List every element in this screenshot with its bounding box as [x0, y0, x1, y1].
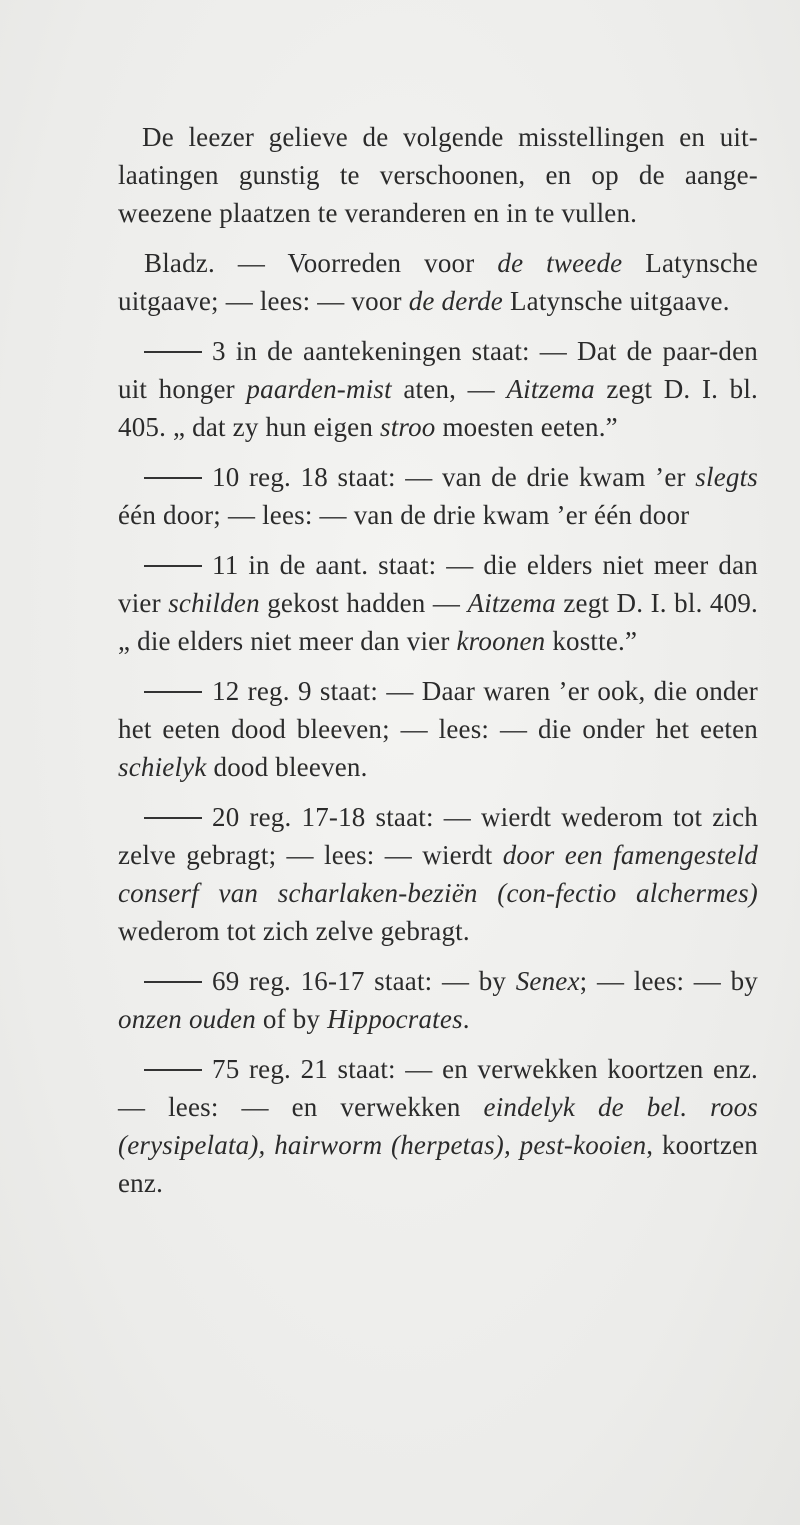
italic-text: Senex	[515, 966, 580, 996]
entry-text: .	[462, 1004, 470, 1034]
italic-text: de derde	[408, 286, 503, 316]
entry-text: kostte.”	[545, 626, 638, 656]
errata-entry	[118, 672, 758, 786]
entry-text: 12 reg. 9 staat: — Daar waren ’er ook, die onder het eeten dood bleeven; — lees: — die onder het eeten	[118, 676, 758, 744]
entry-text: Bladz. — Voorreden voor	[144, 248, 498, 278]
italic-text: schilden	[168, 588, 260, 618]
entry-text: 3 in de aantekeningen staat: — Dat de paar-den uit honger	[118, 336, 758, 404]
italic-text: kroonen	[456, 626, 546, 656]
ditto-dash	[144, 691, 202, 693]
ditto-dash	[144, 817, 202, 819]
errata-list	[118, 244, 758, 1202]
entry-text: één door; — lees: — van de drie kwam ’er één door	[118, 500, 690, 530]
errata-entry	[118, 798, 758, 950]
entry-text: dood bleeven.	[206, 752, 368, 782]
ditto-dash	[144, 981, 202, 983]
italic-text: eindelyk de bel. roos (erysipelata), hairworm (herpetas), pest-kooien	[118, 1092, 758, 1160]
italic-text: onzen ouden	[118, 1004, 256, 1034]
entry-text: zegt D. I. bl. 409. „ die elders niet meer dan vier	[118, 588, 758, 656]
entry-text: 75 reg. 21 staat: — en verwekken koortzen enz. — lees: — en verwekken	[118, 1054, 758, 1122]
italic-text: schielyk	[118, 752, 207, 782]
errata-entry	[118, 332, 758, 446]
ditto-dash	[144, 565, 202, 567]
errata-entry	[118, 458, 758, 534]
entry-text: aten, —	[391, 374, 507, 404]
errata-entry	[118, 962, 758, 1038]
entry-text: 20 reg. 17-18 staat: — wierdt wederom tot zich zelve gebragt; — lees: — wierdt	[118, 802, 758, 870]
intro-text: De leezer gelieve de volgende misstellingen en uit-laatingen gunstig te verschoonen, en op de aange-weezene plaatzen te veranderen en in te vullen.	[118, 122, 758, 228]
italic-text: paarden-mist	[246, 374, 392, 404]
errata-entry	[118, 1050, 758, 1202]
italic-text: door een famengesteld conserf van scharlaken-beziën (con-fectio alchermes)	[118, 840, 758, 908]
italic-text: de tweede	[497, 248, 623, 278]
entry-text: wederom tot zich zelve gebragt.	[118, 916, 470, 946]
entry-text: moesten eeten.”	[435, 412, 618, 442]
entry-text: 10 reg. 18 staat: — van de drie kwam ’er	[212, 462, 696, 492]
entry-text: , koortzen enz.	[118, 1130, 759, 1198]
entry-text: Latynsche uitgaave.	[503, 286, 730, 316]
italic-text: slegts	[695, 462, 758, 492]
italic-text: Hippocrates	[327, 1004, 463, 1034]
errata-text	[118, 118, 758, 1214]
ditto-dash	[144, 1069, 202, 1071]
italic-text: stroo	[379, 412, 436, 442]
entry-text: 69 reg. 16-17 staat: — by	[212, 966, 516, 996]
italic-text: Aitzema	[467, 588, 556, 618]
intro-paragraph	[118, 118, 758, 232]
entry-text: 11 in de aant. staat: — die elders niet meer dan vier	[118, 550, 758, 618]
entry-text: ; — lees: — by	[579, 966, 758, 996]
errata-entry	[118, 244, 758, 320]
ditto-dash	[144, 477, 202, 479]
ditto-dash	[144, 351, 202, 353]
entry-text: zegt D. I. bl. 405. „ dat zy hun eigen	[118, 374, 758, 442]
entry-text: of by	[255, 1004, 328, 1034]
italic-text: Aitzema	[506, 374, 595, 404]
entry-text: gekost hadden —	[259, 588, 468, 618]
errata-entry	[118, 546, 758, 660]
entry-text: Latynsche uitgaave; — lees: — voor	[118, 248, 759, 316]
